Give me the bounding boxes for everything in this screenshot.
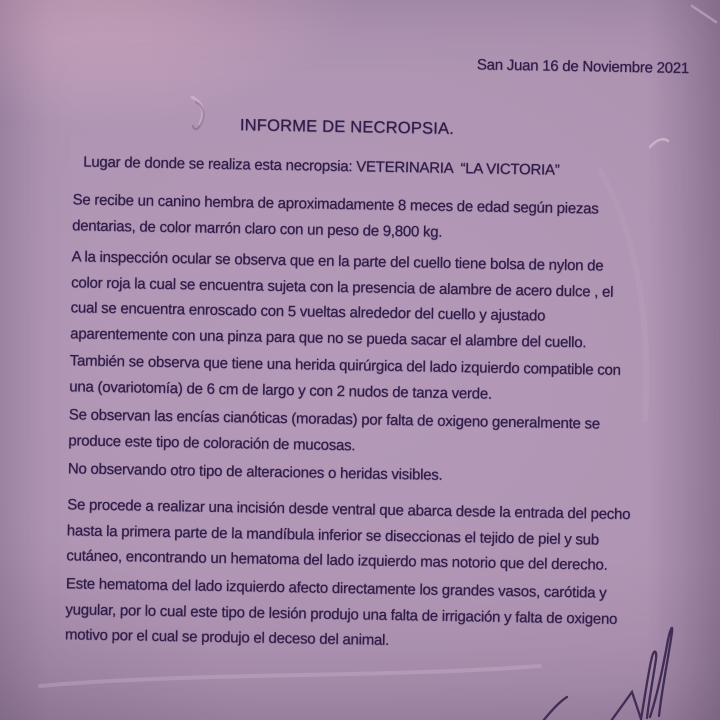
text-line: yugular, por lo cual este tipo de lesión produjo una falta de irrigación y falta de oxigeno	[65, 600, 618, 628]
text-line: También se observa que tiene una herida quirúrgica del lado izquierdo compatible con	[69, 352, 621, 379]
paragraph-cyanotic-gums	[68, 402, 600, 462]
text-line: Se recibe un canino hembra de aproximadamente 8 meces de edad según piezas	[72, 191, 599, 218]
text-line: No observando otro tipo de alteraciones o heridas visibles.	[67, 460, 443, 484]
text-line: aparentemente con una pinza para que no se pueda sacar el alambre del cuello.	[70, 324, 587, 351]
text-line: Este hematoma del lado izquierdo afecto directamente los grandes vasos, carótida y	[65, 575, 607, 602]
report-title: INFORME DE NECROPSIA.	[239, 116, 455, 138]
paragraph-no-other-findings	[68, 456, 443, 488]
text-line: produce este tipo de coloración de mucosas.	[68, 431, 356, 454]
text-line: cutáneo, encontrando un hematoma del lado izquierdo mas notorio que del derecho.	[66, 547, 608, 574]
text-line: una (ovariotomía) de 6 cm de largo y con 2 nudos de tanza verde.	[69, 377, 492, 403]
text-line: A la inspección ocular se observa que en la parte del cuello tiene bolsa de nylon de	[71, 248, 604, 275]
text-line: hasta la primera parte de la mandíbula inferior se diseccionas el tejido de piel y sub	[66, 521, 599, 549]
text-line: motivo por el cual se produjo el deceso del animal.	[64, 626, 390, 649]
paragraph-incision-findings	[66, 492, 630, 578]
text-line: Se procede a realizar una incisión desde ventral que abarca desde la entrada del pecho	[67, 496, 631, 524]
text-line: color roja la cual se encuentra sujeta con la presencia de alambre de acero dulce , el	[70, 273, 614, 301]
paragraph-surgical-wound	[69, 348, 621, 409]
paragraph-ocular-inspection	[70, 244, 614, 355]
date-line: San Juan 16 de Noviembre 2021	[476, 56, 690, 78]
paragraph-animal-reception	[72, 187, 599, 247]
text-line: cual se encuentra enroscado con 5 vueltas alrededor del cuello y ajustado	[70, 299, 546, 325]
text-line: Se observan las encías cianóticas (moradas) por falta de oxigeno generalmente se	[68, 406, 600, 433]
location-line: Lugar de donde se realiza esta necropsia: VETERINARIA “LA VICTORIA”	[83, 153, 560, 179]
paragraph-cause-of-death	[65, 571, 618, 657]
text-line: dentarias, de color marrón claro con un peso de 9,800 kg.	[71, 216, 443, 241]
